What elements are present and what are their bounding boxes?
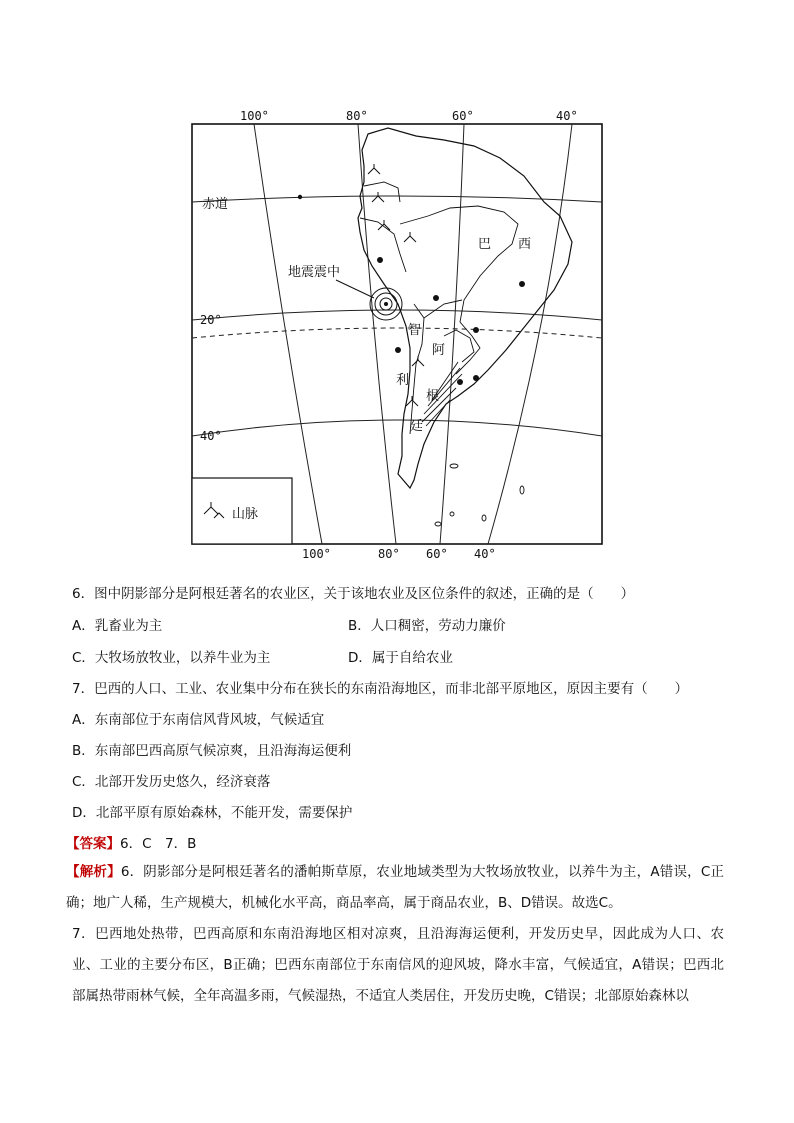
meridian-80 [358, 124, 396, 544]
lat-label-20: 20° [200, 313, 222, 327]
bolivia-border [424, 300, 462, 318]
q7-option-d: D．北部平原有原始森林，不能开发，需要保护 [72, 805, 353, 821]
chile-label-1: 智 [408, 323, 422, 338]
lon-top-60: 60° [452, 109, 474, 123]
lon-bottom-60: 60° [426, 547, 448, 561]
legend-label: 山脉 [232, 507, 259, 522]
argentina-label-2: 根 [426, 389, 440, 404]
chile-label-2: 利 [396, 373, 410, 388]
lon-bottom-40: 40° [474, 547, 496, 561]
map-svg [188, 104, 608, 561]
islands [435, 464, 524, 526]
q7-option-b: B．东南部巴西高原气候凉爽，且沿海海运便利 [72, 743, 352, 759]
answer-tag: 【答案】 [66, 836, 120, 852]
quake-pointer-line [336, 280, 374, 298]
tropic-line [192, 328, 602, 338]
lon-top-100: 100° [240, 109, 269, 123]
lat-label-40: 40° [200, 429, 222, 443]
q7-stem: 7．巴西的人口、工业、农业集中分布在狭长的东南沿海地区，而非北部平原地区，原因主要有（ ） [72, 681, 689, 697]
lon-top-40: 40° [556, 109, 578, 123]
lon-top-80: 80° [346, 109, 368, 123]
meridian-60 [440, 124, 464, 544]
lon-bottom-100: 100° [302, 547, 331, 561]
analysis-para-1 [66, 857, 724, 919]
quake-label: 地震震中 [288, 265, 341, 280]
q6-option-b: B．人口稠密，劳动力廉价 [348, 618, 506, 634]
q6-stem: 6．图中阴影部分是阿根廷著名的农业区，关于该地农业及区位条件的叙述，正确的是（ ） [72, 586, 635, 602]
meridian-40 [488, 124, 572, 544]
brazil-label-2: 西 [518, 237, 532, 252]
analysis-para-2: 7．巴西地处热带，巴西高原和东南沿海地区相对凉爽，且沿海海运便利，开发历史早，因此成为人口、农业、工业的主要分布区，B正确；巴西东南部位于东南信风的迎风坡，降水丰富，气候适宜，A错误；巴西北部属热带雨林气候，全年高温多雨，气候湿热，不适宜人类居住，开发历史晚，C错误；北部原始森林以 [72, 926, 724, 1004]
colombia-border [364, 182, 400, 202]
analysis-tag: 【解析】 [66, 864, 121, 880]
answer-line [66, 832, 196, 852]
q6-option-a: A．乳畜业为主 [72, 618, 163, 634]
paraguay-border [444, 330, 474, 362]
lon-bottom-80: 80° [378, 547, 400, 561]
analysis-text-1: 6．阴影部分是阿根廷著名的潘帕斯草原，农业地域类型为大牧场放牧业，以养牛为主，A错误，C正确；地广人稀，生产规模大，机械化水平高，商品率高，属于商品农业，B、D错误。故选C。 [66, 864, 724, 911]
parallel-40 [192, 420, 602, 436]
city-dots [298, 195, 525, 385]
argentina-label-1: 阿 [432, 343, 446, 358]
argentina-label-3: 廷 [410, 419, 424, 434]
q6-option-d: D．属于自给农业 [348, 650, 453, 666]
equator-label: 赤道 [202, 197, 229, 212]
q7-option-c: C．北部开发历史悠久，经济衰落 [72, 774, 271, 790]
brazil-label-1: 巴 [478, 237, 492, 252]
south-america-map [188, 104, 608, 561]
q6-option-c: C．大牧场放牧业，以养牛业为主 [72, 650, 271, 666]
earthquake-epicenter-icon [370, 288, 402, 320]
q7-option-a: A．东南部位于东南信风背风坡，气候适宜 [72, 712, 325, 728]
answer-text: 6．C 7．B [120, 836, 197, 852]
